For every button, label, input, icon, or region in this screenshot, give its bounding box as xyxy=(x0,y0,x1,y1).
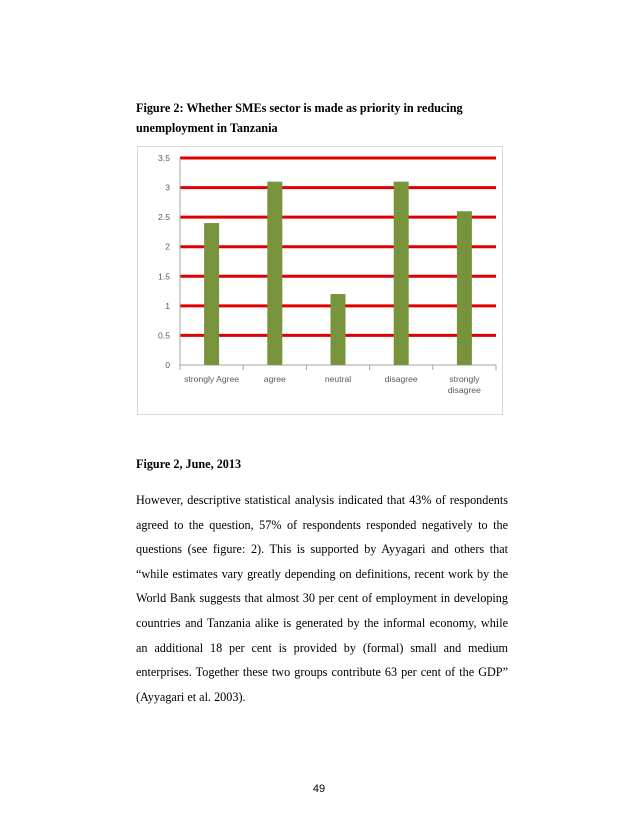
x-tick-label: neutral xyxy=(324,374,352,384)
x-tick-label: disagree xyxy=(384,374,418,384)
page-number: 49 xyxy=(312,783,326,795)
y-tick-label: 2 xyxy=(165,241,170,252)
y-tick-label: 1.5 xyxy=(158,271,170,282)
x-tick-label: strongly xyxy=(449,374,480,384)
y-tick-label: 2.5 xyxy=(158,212,170,223)
bar xyxy=(457,211,472,365)
bar xyxy=(394,182,409,365)
bar xyxy=(267,182,282,365)
y-tick-label: 0 xyxy=(165,360,170,370)
x-tick-label: strongly Agree xyxy=(184,374,240,384)
x-tick-label: agree xyxy=(263,374,286,384)
body-paragraph: However, descriptive statistical analysis indicated that 43% of respondents agreed to the question, 57% of respondents responded negatively to the questions (see figure: 2). This is supported by Ayyagari and others that “while estimates vary greatly depending on definitions, recent work by the World Bank suggests that almost 30 per cent of employment in developing countries and Tanzania alike is generated by the informal economy, while an additional 18 per cent is provided by (formal) small and medium enterprises. Together these two groups contribute 63 per cent of the GDP” (Ayyagari et al. 2003). xyxy=(136,493,508,704)
x-tick-label: disagree xyxy=(447,385,481,395)
y-tick-label: 0.5 xyxy=(158,330,170,341)
figure-caption-line2: unemployment in Tanzania xyxy=(136,121,278,135)
y-tick-label: 1 xyxy=(165,300,170,311)
bar-chart-svg xyxy=(138,147,502,414)
figure-caption xyxy=(136,98,516,138)
y-tick-label: 3 xyxy=(165,182,170,193)
body-paragraph-block xyxy=(136,488,508,709)
bar xyxy=(204,223,219,365)
figure-source: Figure 2, June, 2013 xyxy=(136,457,242,471)
bar-chart xyxy=(137,146,503,415)
figure-caption-line1: Figure 2: Whether SMEs sector is made as priority in reducing xyxy=(136,101,463,115)
y-tick-label: 3.5 xyxy=(158,153,170,163)
bar xyxy=(331,294,346,365)
